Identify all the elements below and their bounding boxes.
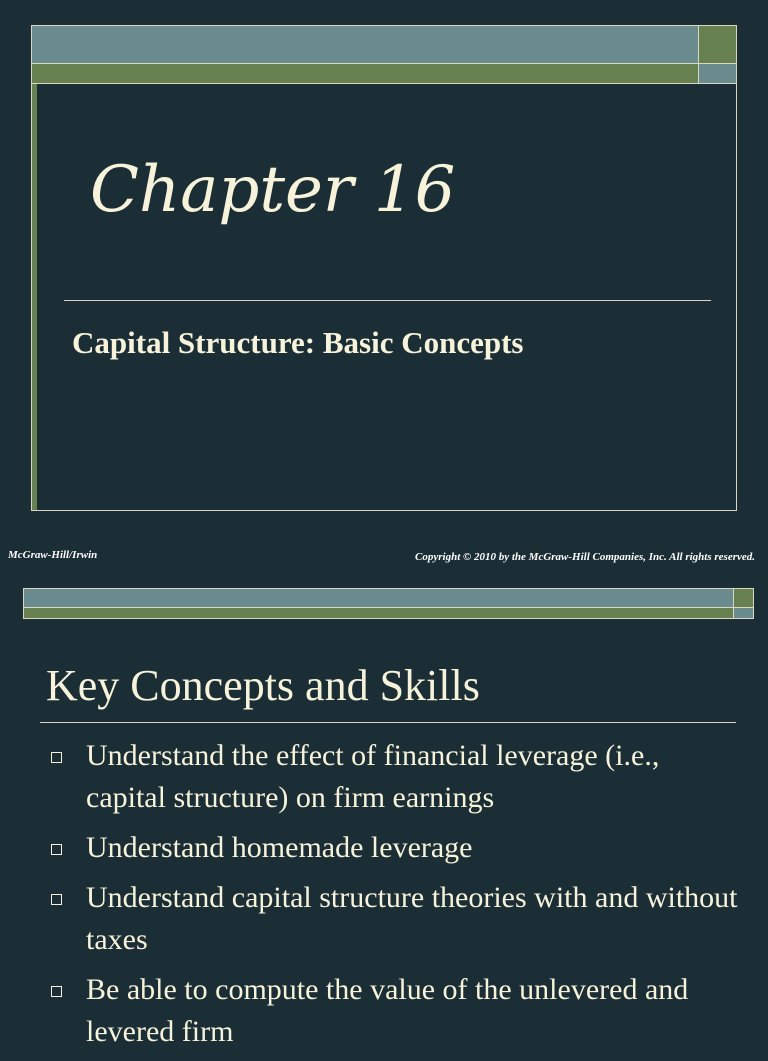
title-divider — [64, 300, 711, 301]
slide2-header-band-green — [23, 608, 733, 619]
bullet-text: Understand homemade leverage — [86, 831, 473, 864]
header-band-blue — [32, 26, 699, 64]
header-underline — [32, 83, 736, 84]
square-bullet-icon — [51, 894, 62, 905]
key-concepts-list — [44, 735, 744, 1061]
slide2-title: Key Concepts and Skills — [46, 661, 480, 710]
list-item — [44, 969, 744, 1053]
square-bullet-icon — [51, 986, 62, 997]
left-accent-bar — [32, 84, 37, 510]
square-bullet-icon — [51, 844, 62, 855]
slide2-header-band-blue — [23, 588, 733, 608]
slide2-header-corner-green — [733, 588, 754, 608]
chapter-subtitle: Capital Structure: Basic Concepts — [72, 325, 524, 360]
header-corner-green — [699, 26, 736, 64]
copyright-footer: Copyright © 2010 by the McGraw-Hill Companies, Inc. All rights reserved. — [415, 551, 755, 563]
square-bullet-icon — [51, 752, 62, 763]
header-band-green — [32, 64, 699, 83]
publisher-footer: McGraw-Hill/Irwin — [8, 549, 98, 561]
chapter-title: Chapter 16 — [90, 153, 456, 227]
bullet-text: Understand the effect of financial leverage (i.e., capital structure) on firm earnings — [86, 739, 660, 814]
slide2-title-divider — [40, 722, 736, 723]
list-item — [44, 735, 744, 819]
title-slide — [31, 25, 737, 511]
list-item — [44, 877, 744, 961]
slide2-header-corner-blue — [733, 608, 754, 619]
list-item — [44, 827, 744, 869]
bullet-text: Be able to compute the value of the unlevered and levered firm — [86, 973, 689, 1048]
bullet-text: Understand capital structure theories with and without taxes — [86, 881, 738, 956]
header-corner-blue — [699, 64, 736, 83]
